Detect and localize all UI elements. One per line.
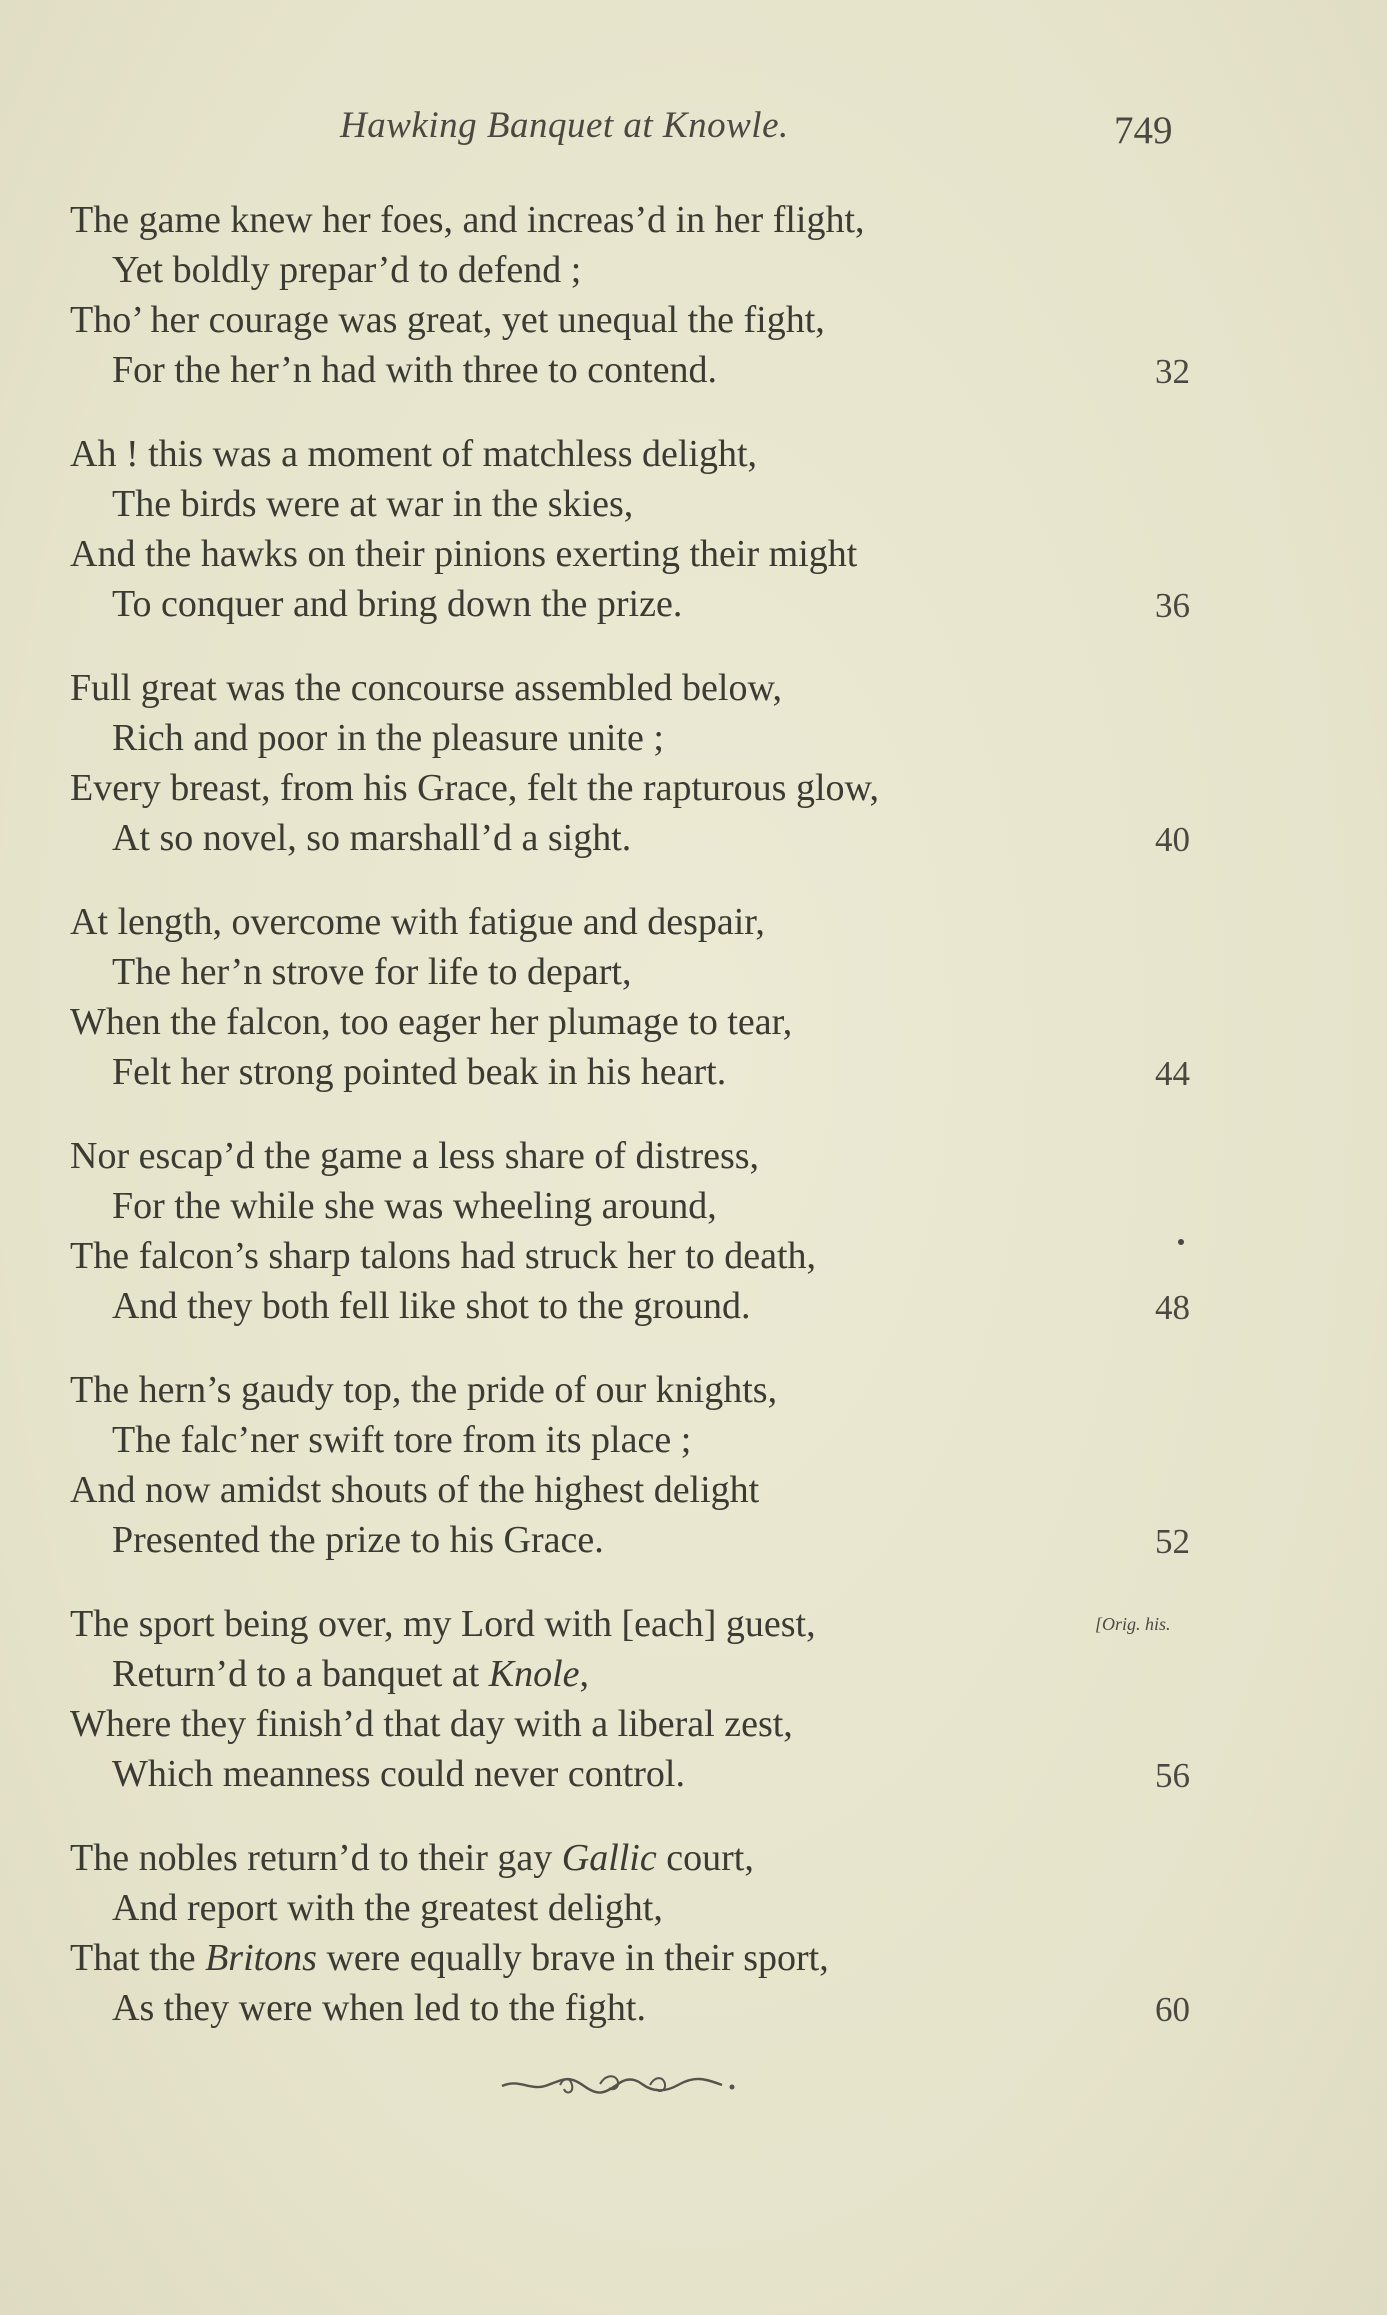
verse-line: The falc’ner swift tore from its place ; [112,1419,692,1461]
verse-line: Rich and poor in the pleasure unite ; [112,717,664,759]
stray-ink-mark [1178,1239,1184,1245]
margin-note: [Orig. his. [1095,1614,1171,1634]
verse-line-text: To conquer and bring down the prize. [112,583,683,625]
verse-line: Where they finish’d that day with a liberal zest, [70,1703,793,1745]
line-number: 48 [1155,1288,1190,1327]
verse-line [70,1833,1190,1883]
verse-line [70,345,1190,395]
verse-line: The her’n strove for life to depart, [112,951,632,993]
verse-line [70,1281,1190,1331]
verse-line-text: Return’d to a banquet at [112,1653,489,1695]
verse-line-italic: Gallic [561,1837,657,1879]
verse-line-text: were equally brave in their sport, [316,1937,829,1979]
line-number: 36 [1155,586,1190,625]
verse-line-text: Presented the prize to his Grace. [112,1519,604,1561]
verse-line [70,1983,1190,2033]
running-title: Hawking Banquet at Knowle. [340,105,789,146]
verse-line-text: court, [656,1837,754,1879]
line-number: 56 [1155,1756,1190,1795]
stanza [70,1131,1190,1331]
verse-line-text: At so novel, so marshall’d a sight. [112,817,632,859]
verse-line [70,1515,1190,1565]
verse-line-text: Which meanness could never control. [112,1753,685,1795]
verse-line: Tho’ her courage was great, yet unequal the fight, [70,299,825,341]
verse-line [70,1047,1190,1097]
verse-line [70,1749,1190,1799]
verse-line: When the falcon, too eager her plumage to tear, [70,1001,793,1043]
stanza [70,663,1190,863]
verse-line: At length, overcome with fatigue and despair, [70,901,765,943]
running-head [0,104,1387,154]
verse-line: The hern’s gaudy top, the pride of our knights, [70,1369,778,1411]
line-number: 44 [1155,1054,1190,1093]
verse-line-text: As they were when led to the fight. [112,1987,646,2029]
stanza [70,897,1190,1097]
verse-line-italic: Britons [205,1937,317,1979]
verse-line-text: The nobles return’d to their gay [70,1837,562,1879]
verse-line: Every breast, from his Grace, felt the rapturous glow, [70,767,879,809]
verse-line [70,1649,1190,1699]
line-number: 52 [1155,1522,1190,1561]
verse-line [70,813,1190,863]
verse-line-text: And they both fell like shot to the ground. [112,1285,751,1327]
stanza [70,1365,1190,1565]
verse-line: And report with the greatest delight, [112,1887,663,1929]
verse-line-text: That the [70,1937,206,1979]
stanza [70,1599,1190,1799]
verse-line: Yet boldly prepar’d to defend ; [112,249,582,291]
verse-line: Full great was the concourse assembled below, [70,667,782,709]
stanza [70,429,1190,629]
line-number: 40 [1155,820,1190,859]
verse-line-text: For the her’n had with three to contend. [112,349,718,391]
verse-line: The birds were at war in the skies, [112,483,634,525]
verse-line-text: The sport being over, my Lord with [each] guest, [70,1603,816,1645]
stanza [70,1833,1190,2033]
verse-line: And the hawks on their pinions exerting their might [70,533,858,575]
verse-line [70,1933,1190,1983]
verse-line [70,579,1190,629]
verse-line-text: Felt her strong pointed beak in his heart. [112,1051,727,1093]
verse-line-italic: Knole [488,1653,580,1695]
verse-line: For the while she was wheeling around, [112,1185,717,1227]
verse-line-text: The falcon’s sharp talons had struck her to death, [70,1235,817,1277]
verse-line: Ah ! this was a moment of matchless delight, [70,433,758,475]
page-number: 749 [1114,109,1173,152]
verse-line [70,1231,1190,1281]
verse-line [70,1599,1190,1649]
line-number: 60 [1155,1990,1190,2029]
verse-line: Nor escap’d the game a less share of distress, [70,1135,760,1177]
line-number: 32 [1155,352,1190,391]
verse-line: The game knew her foes, and increas’d in her flight, [70,199,865,241]
stanza [70,195,1190,395]
verse-line-text: , [579,1653,589,1695]
verse-line: And now amidst shouts of the highest delight [70,1469,760,1511]
poem-body [70,195,1190,2067]
fleuron-ornament [500,2070,740,2100]
